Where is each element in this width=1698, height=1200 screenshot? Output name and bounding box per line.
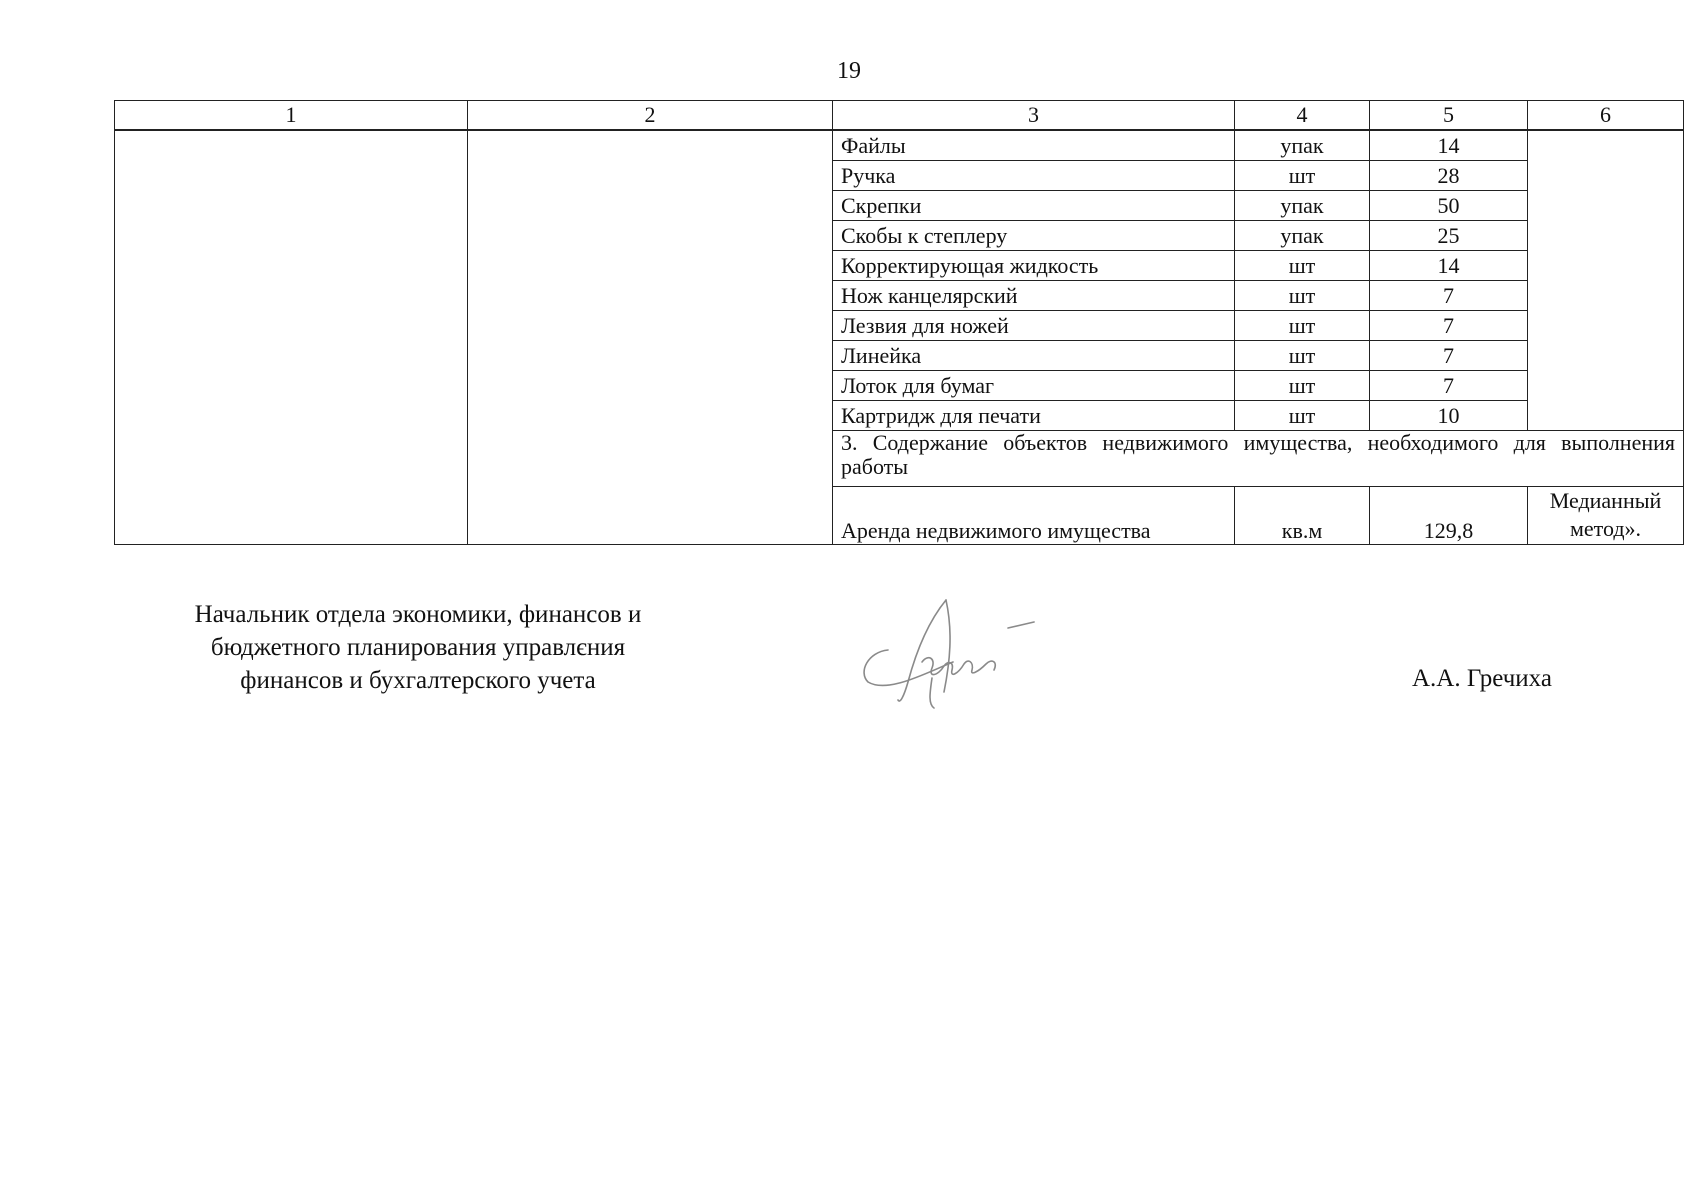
item-unit: кв.м bbox=[1235, 487, 1370, 545]
page-number: 19 bbox=[837, 58, 861, 84]
column-number: 3 bbox=[833, 101, 1235, 131]
item-quantity: 129,8 bbox=[1370, 487, 1528, 545]
item-name: Картридж для печати bbox=[833, 401, 1235, 431]
item-quantity: 14 bbox=[1370, 130, 1528, 161]
item-unit: шт bbox=[1235, 161, 1370, 191]
signer-name: А.А. Гречиха bbox=[1412, 665, 1552, 692]
signer-position-line: финансов и бухгалтерского учета bbox=[240, 667, 596, 694]
item-name: Лезвия для ножей bbox=[833, 311, 1235, 341]
column-1-cell bbox=[115, 130, 468, 545]
item-quantity: 7 bbox=[1370, 311, 1528, 341]
item-name: Файлы bbox=[833, 130, 1235, 161]
column-number: 6 bbox=[1528, 101, 1684, 131]
item-name: Корректирующая жидкость bbox=[833, 251, 1235, 281]
item-name: Нож канцелярский bbox=[833, 281, 1235, 311]
item-unit: шт bbox=[1235, 371, 1370, 401]
item-name: Скобы к степлеру bbox=[833, 221, 1235, 251]
signer-position-line: Начальник отдела экономики, финансов и bbox=[194, 601, 642, 628]
requirements-table bbox=[114, 100, 1684, 545]
signer-position-line: бюджетного планирования управлєния bbox=[210, 634, 626, 661]
column-number: 1 bbox=[115, 101, 468, 131]
item-quantity: 7 bbox=[1370, 281, 1528, 311]
item-quantity: 7 bbox=[1370, 341, 1528, 371]
item-unit: шт bbox=[1235, 341, 1370, 371]
handwritten-signature bbox=[858, 592, 1058, 712]
item-unit: упак bbox=[1235, 130, 1370, 161]
column-number: 2 bbox=[468, 101, 833, 131]
column-number-row bbox=[115, 101, 1684, 131]
column-6-cell bbox=[1528, 130, 1684, 431]
table-row bbox=[115, 130, 1684, 161]
signer-position bbox=[128, 598, 708, 697]
item-name: Линейка bbox=[833, 341, 1235, 371]
method-cell: Медианный метод». bbox=[1528, 487, 1684, 545]
item-unit: упак bbox=[1235, 191, 1370, 221]
item-unit: шт bbox=[1235, 251, 1370, 281]
item-name: Ручка bbox=[833, 161, 1235, 191]
item-quantity: 28 bbox=[1370, 161, 1528, 191]
item-name: Аренда недвижимого имущества bbox=[833, 487, 1235, 545]
item-unit: упак bbox=[1235, 221, 1370, 251]
column-number: 5 bbox=[1370, 101, 1528, 131]
item-name: Лоток для бумаг bbox=[833, 371, 1235, 401]
section-heading: 3. Содержание объектов недвижимого имущества, необходимого для выполнения работы bbox=[833, 431, 1684, 487]
item-unit: шт bbox=[1235, 281, 1370, 311]
item-name: Скрепки bbox=[833, 191, 1235, 221]
item-quantity: 25 bbox=[1370, 221, 1528, 251]
item-unit: шт bbox=[1235, 401, 1370, 431]
column-number: 4 bbox=[1235, 101, 1370, 131]
item-quantity: 10 bbox=[1370, 401, 1528, 431]
item-quantity: 50 bbox=[1370, 191, 1528, 221]
item-unit: шт bbox=[1235, 311, 1370, 341]
item-quantity: 7 bbox=[1370, 371, 1528, 401]
column-2-cell bbox=[468, 130, 833, 545]
item-quantity: 14 bbox=[1370, 251, 1528, 281]
